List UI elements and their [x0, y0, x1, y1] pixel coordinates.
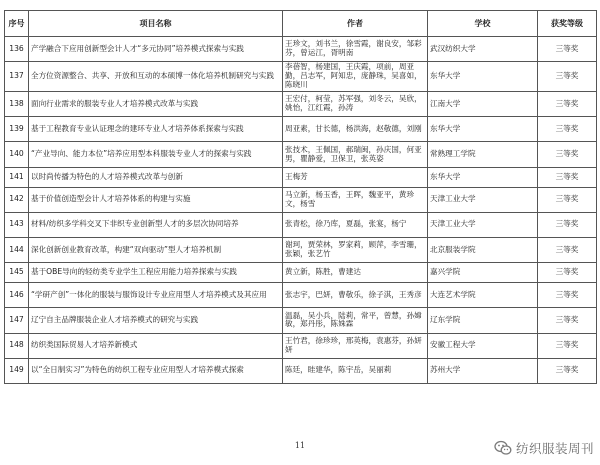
- table-row: [5, 187, 597, 212]
- row-number: 137: [5, 62, 29, 92]
- award-grade: 三等奖: [538, 333, 597, 358]
- row-number: 147: [5, 308, 29, 333]
- award-grade: 三等奖: [538, 283, 597, 308]
- authors: 张青松，徐乃库，夏磊，张宴，杨宁: [283, 212, 428, 237]
- table-row: [5, 92, 597, 117]
- row-number: 140: [5, 142, 29, 167]
- table-row: [5, 62, 597, 92]
- authors: 王珍文，刘书兰，徐雪霞，谢良安，邹彩芬，曾运江，胥明南: [283, 37, 428, 62]
- row-number: 145: [5, 263, 29, 283]
- school: 天津工业大学: [428, 212, 538, 237]
- row-number: 146: [5, 283, 29, 308]
- row-number: 136: [5, 37, 29, 62]
- row-number: 143: [5, 212, 29, 237]
- table-row: [5, 283, 597, 308]
- school: 大连艺术学院: [428, 283, 538, 308]
- award-grade: 三等奖: [538, 187, 597, 212]
- table-row: [5, 117, 597, 142]
- authors: 王梅芳: [283, 167, 428, 187]
- project-name: 以“全日制实习”为特色的纺织工程专业应用型人才培养模式探索: [29, 358, 283, 383]
- award-grade: 三等奖: [538, 142, 597, 167]
- project-name: 材料/纺织多学科交叉下非织专业创新型人才的多层次协同培养: [29, 212, 283, 237]
- school: 北京服装学院: [428, 237, 538, 262]
- table-row: [5, 263, 597, 283]
- authors: 李蓓智，杨建国，王庆霞，项前，周亚勤，吕志军，阿知忠，庞静珠，吴喜如，陈晓川: [283, 62, 428, 92]
- award-grade: 三等奖: [538, 62, 597, 92]
- table-row: [5, 333, 597, 358]
- header-no: 序号: [5, 11, 29, 37]
- header-award-grade: 获奖等级: [538, 11, 597, 37]
- table-row: [5, 142, 597, 167]
- award-grade: 三等奖: [538, 358, 597, 383]
- school: 苏州大学: [428, 358, 538, 383]
- row-number: 144: [5, 237, 29, 262]
- row-number: 142: [5, 187, 29, 212]
- authors: 王宏付，柯莹，苏军强，刘冬云，吴欣，姚怡，江红霞，孙涛: [283, 92, 428, 117]
- award-grade: 三等奖: [538, 117, 597, 142]
- page-number: 11: [294, 441, 306, 450]
- authors: 谢珂，贾荣林，罗家莉，顾萍，李雪珊，张颖，张艺竹: [283, 237, 428, 262]
- school: 武汉纺织大学: [428, 37, 538, 62]
- project-name: 深化创新创业教育改革，构建“双向驱动”型人才培养机制: [29, 237, 283, 262]
- award-grade: 三等奖: [538, 212, 597, 237]
- project-name: 辽宁自主品牌服装企业人才培养模式的研究与实践: [29, 308, 283, 333]
- table-row: [5, 37, 597, 62]
- award-table: [4, 10, 597, 384]
- school: 东华大学: [428, 62, 538, 92]
- school: 天津工业大学: [428, 187, 538, 212]
- authors: 温磊，吴小兵，陆莉，常平，曾慧，孙嫦敏，郑丹彤，陈姝霖: [283, 308, 428, 333]
- row-number: 138: [5, 92, 29, 117]
- watermark-text: 纺织服装周刊: [515, 441, 594, 456]
- award-grade: 三等奖: [538, 167, 597, 187]
- wechat-official-account-icon: [494, 440, 512, 456]
- school: 安徽工程大学: [428, 333, 538, 358]
- project-name: 全方位资源整合、共享、开放和互动的本硕博一体化培养机制研究与实践: [29, 62, 283, 92]
- authors: 黄立新，陈胜，曹建达: [283, 263, 428, 283]
- authors: 陈廷，眭建华，陈宇岳，吴丽莉: [283, 358, 428, 383]
- project-name: “学研产创”一体化的服装与服饰设计专业应用型人才培养模式及其应用: [29, 283, 283, 308]
- project-name: 面向行业需求的服装专业人才培养模式改革与实践: [29, 92, 283, 117]
- award-grade: 三等奖: [538, 237, 597, 262]
- school: 嘉兴学院: [428, 263, 538, 283]
- watermark: [494, 438, 594, 458]
- table-row: [5, 358, 597, 383]
- school: 常熟理工学院: [428, 142, 538, 167]
- table-row: [5, 167, 597, 187]
- row-number: 148: [5, 333, 29, 358]
- project-name: 产学融合下应用创新型会计人才“多元协同”培养模式探索与实践: [29, 37, 283, 62]
- row-number: 149: [5, 358, 29, 383]
- row-number: 141: [5, 167, 29, 187]
- project-name: 纺织类国际贸易人才培养新模式: [29, 333, 283, 358]
- authors: 王竹君，徐珍珍，邢英梅，袁惠芬，孙妍妍: [283, 333, 428, 358]
- award-grade: 三等奖: [538, 308, 597, 333]
- header-project-name: 项目名称: [29, 11, 283, 37]
- table-row: [5, 237, 597, 262]
- table-header-row: [5, 11, 597, 37]
- school: 东华大学: [428, 167, 538, 187]
- project-name: 基于价值创造型会计人才培养体系的构建与实施: [29, 187, 283, 212]
- project-name: “产业导向、能力本位”培养应用型本科服装专业人才的探索与实践: [29, 142, 283, 167]
- award-grade: 三等奖: [538, 263, 597, 283]
- school: 江南大学: [428, 92, 538, 117]
- header-school: 学校: [428, 11, 538, 37]
- award-grade: 三等奖: [538, 37, 597, 62]
- school: 辽东学院: [428, 308, 538, 333]
- row-number: 139: [5, 117, 29, 142]
- project-name: 以时尚传播为特色的人才培养模式改革与创新: [29, 167, 283, 187]
- table-row: [5, 308, 597, 333]
- authors: 周亚素，甘长德，杨洪海，赵敬德，刘刚: [283, 117, 428, 142]
- project-name: 基于OBE导向的轻纺类专业学生工程应用能力培养探索与实践: [29, 263, 283, 283]
- school: 东华大学: [428, 117, 538, 142]
- authors: 张技术，王佩国，郝瑞闽，孙庆国，何亚男，瞿静爱，卫保卫，张英姿: [283, 142, 428, 167]
- award-grade: 三等奖: [538, 92, 597, 117]
- header-authors: 作者: [283, 11, 428, 37]
- project-name: 基于工程教育专业认证理念的建环专业人才培养体系探索与实践: [29, 117, 283, 142]
- authors: 张志宇，巴妍，曹敬乐，徐子淇，王秀彦: [283, 283, 428, 308]
- authors: 马立新，杨玉香，王晖，魏亚平，黄珍文，杨雪: [283, 187, 428, 212]
- award-list-page: [4, 10, 596, 384]
- table-row: [5, 212, 597, 237]
